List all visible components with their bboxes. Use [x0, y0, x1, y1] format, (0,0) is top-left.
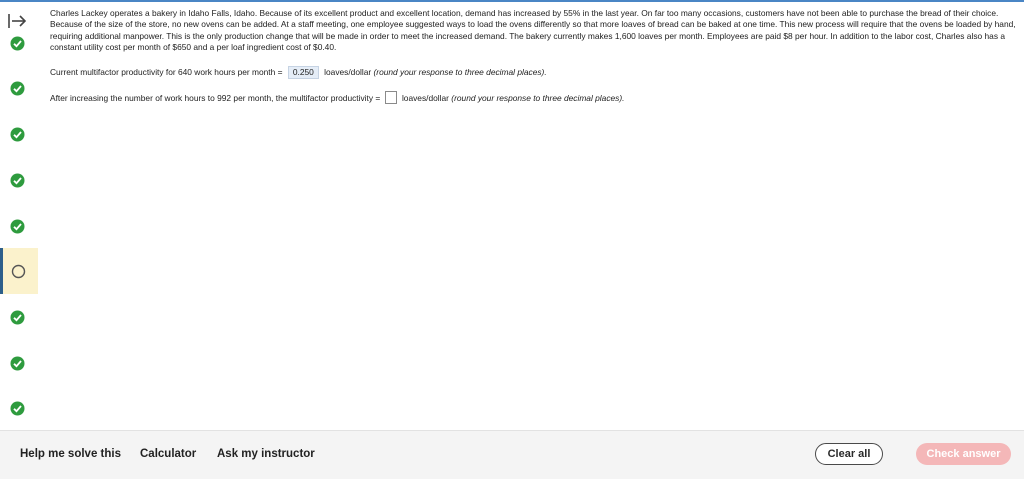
ask-my-instructor-button[interactable]: Ask my instructor — [217, 448, 315, 460]
part2-answer-input[interactable] — [385, 91, 397, 104]
part1-row — [50, 66, 547, 79]
check-circle-icon — [10, 173, 25, 188]
footer-bar — [0, 430, 1024, 479]
check-circle-icon — [10, 310, 25, 325]
top-accent-rule — [0, 0, 1024, 2]
check-circle-icon — [10, 36, 25, 51]
part1-prefix: Current multifactor productivity for 640 work hours per month = — [50, 67, 283, 77]
sidebar-question-7[interactable] — [0, 296, 38, 340]
problem-statement — [50, 8, 1016, 54]
check-circle-icon — [10, 219, 25, 234]
sidebar-question-1[interactable] — [0, 22, 38, 66]
clear-all-button[interactable]: Clear all — [815, 443, 883, 465]
check-circle-icon — [10, 81, 25, 96]
sidebar-question-8[interactable] — [0, 342, 38, 386]
part2-prefix: After increasing the number of work hours to 992 per month, the multifactor productivity = — [50, 93, 381, 103]
part2-unit: loaves/dollar — [401, 93, 449, 103]
sidebar-question-4[interactable] — [0, 158, 38, 202]
check-circle-icon — [10, 127, 25, 142]
question-sidebar — [0, 2, 38, 430]
part1-answer-field[interactable]: 0.250 — [288, 66, 319, 79]
help-me-solve-this-button[interactable]: Help me solve this — [20, 448, 121, 460]
part2-hint: (round your response to three decimal places). — [451, 93, 625, 103]
check-answer-button[interactable]: Check answer — [916, 443, 1011, 465]
sidebar-question-9[interactable] — [0, 388, 38, 432]
sidebar-question-3[interactable] — [0, 112, 38, 156]
calculator-button[interactable]: Calculator — [140, 448, 197, 460]
check-circle-icon — [10, 401, 25, 416]
sidebar-question-5[interactable] — [0, 204, 38, 248]
part1-unit: loaves/dollar — [324, 67, 372, 77]
problem-text: Charles Lackey operates a bakery in Idaho Falls, Idaho. Because of its excellent product and excellent location, demand has increased by 55% in the last year. On far too many occasions, customers have not been able to purchase the bread of their choice. Because of the size of the store, no new ovens can be added. At a staff meeting, one employee suggested ways to load the ovens differently so that more loaves of bread can be baked at one time. This new process will require that the ovens be loaded by hand, requiring additional manpower. This is the only production change that will be made in order to meet the increased demand. The bakery currently makes 1,600 loaves per month. Employees are paid $8 per hour. In addition to the labor cost, Charles also has a constant utility cost per month of $650 and a per loaf ingredient cost of $0.40. — [50, 8, 1016, 53]
part2-row — [50, 91, 624, 104]
sidebar-question-2[interactable] — [0, 66, 38, 110]
check-circle-icon — [10, 356, 25, 371]
empty-circle-icon — [11, 264, 26, 279]
sidebar-question-6-current[interactable] — [0, 248, 38, 294]
part1-hint: (round your response to three decimal places). — [373, 67, 547, 77]
